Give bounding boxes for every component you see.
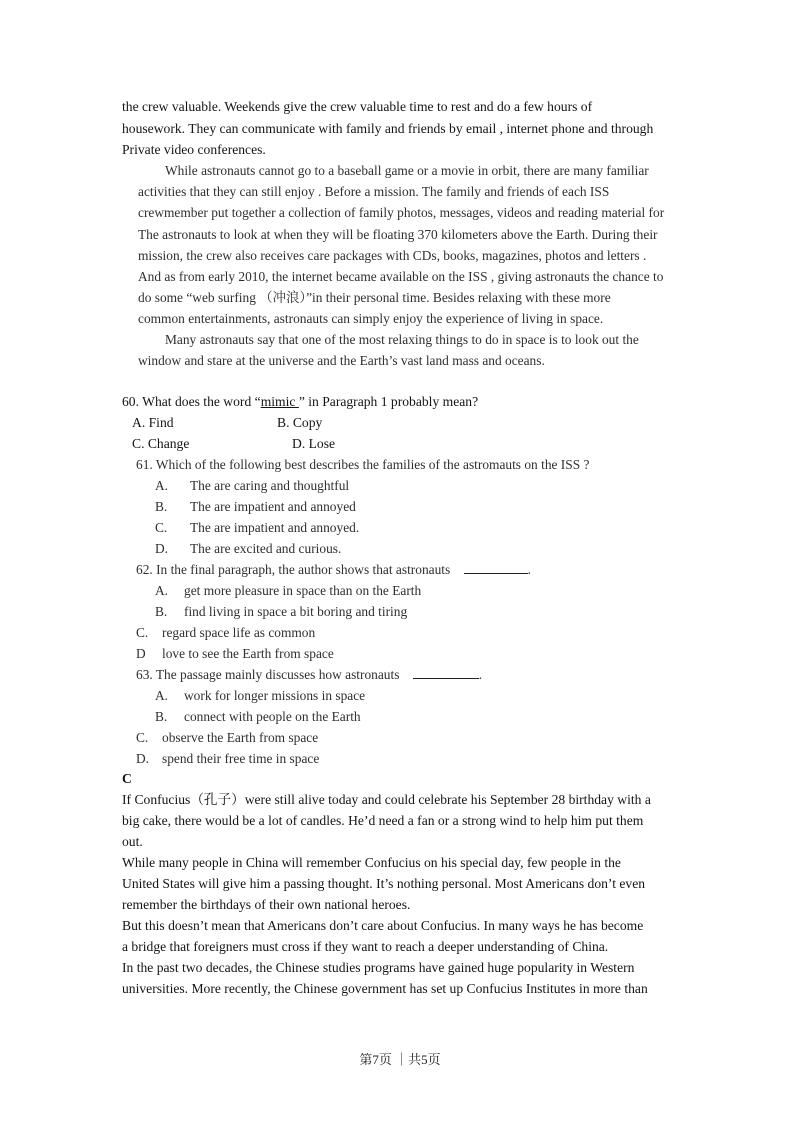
- option-letter: D.: [136, 751, 150, 766]
- option-letter: A.: [155, 478, 169, 493]
- question-63-end: .: [478, 667, 483, 682]
- section-c-line: universities. More recently, the Chinese government has set up Confucius Institutes in more than: [122, 981, 648, 996]
- question-63-stem: [136, 666, 482, 684]
- passage-line: do some “web surfing （冲浪）”in their personal time. Besides relaxing with these more: [138, 290, 611, 305]
- option-text: regard space life as common: [162, 625, 316, 640]
- section-c-line: out.: [122, 834, 143, 849]
- question-62-option-d: [136, 645, 334, 663]
- question-60-word: mimic: [260, 394, 299, 409]
- option-text: get more pleasure in space than on the Earth: [184, 583, 422, 598]
- option-letter: A.: [155, 583, 169, 598]
- page-number-footer: 第7页 ｜共5页: [359, 1052, 441, 1067]
- question-62-text: 62. In the final paragraph, the author shows that astronauts: [136, 562, 451, 577]
- question-63-option-a: [155, 687, 366, 705]
- question-61-stem: 61. Which of the following best describes the families of the astromauts on the ISS ?: [136, 457, 590, 472]
- option-letter: A.: [155, 688, 169, 703]
- passage-line: common entertainments, astronauts can simply enjoy the experience of living in space.: [138, 311, 604, 326]
- answer-blank: [413, 666, 479, 679]
- question-62-option-b: [155, 603, 408, 621]
- passage-line: While astronauts cannot go to a baseball game or a movie in orbit, there are many familiar: [165, 163, 649, 178]
- question-61-option-b: [155, 498, 356, 516]
- option-letter: B.: [155, 499, 168, 514]
- option-text: The are caring and thoughtful: [190, 478, 350, 493]
- section-c-heading: C: [122, 771, 132, 786]
- intro-line: housework. They can communicate with family and friends by email , internet phone and through: [122, 121, 654, 136]
- section-c-line: In the past two decades, the Chinese studies programs have gained huge popularity in Western: [122, 960, 635, 975]
- option-text: find living in space a bit boring and tiring: [184, 604, 408, 619]
- passage-line: crewmember put together a collection of family photos, messages, videos and reading material for: [138, 205, 665, 220]
- question-60-option-c: C. Change: [132, 436, 190, 451]
- option-text: The are impatient and annoyed: [190, 499, 356, 514]
- question-62-option-c: [136, 624, 316, 642]
- option-letter: C.: [136, 625, 149, 640]
- option-letter: D: [136, 646, 146, 661]
- section-c-line: United States will give him a passing thought. It’s nothing personal. Most Americans don’t even: [122, 876, 646, 891]
- answer-blank: [464, 561, 528, 574]
- section-c-line: If Confucius（孔子）were still alive today and could celebrate his September 28 birthday with a: [122, 792, 651, 807]
- question-60-option-b: B. Copy: [277, 415, 323, 430]
- option-text: spend their free time in space: [162, 751, 320, 766]
- intro-line: Private video conferences.: [122, 142, 266, 157]
- question-62-option-a: [155, 582, 422, 600]
- option-text: The are impatient and annoyed.: [190, 520, 360, 535]
- passage-line: The astronauts to look at when they will be floating 370 kilometers above the Earth. During their: [138, 227, 658, 242]
- question-62-end: .: [527, 562, 531, 577]
- section-c-line: But this doesn’t mean that Americans don’t care about Confucius. In many ways he has become: [122, 918, 644, 933]
- question-61-option-d: [155, 540, 342, 558]
- question-60-option-d: D. Lose: [292, 436, 336, 451]
- question-60-prefix: 60. What does the word “: [122, 394, 261, 409]
- question-60-option-a: A. Find: [132, 415, 174, 430]
- option-text: connect with people on the Earth: [184, 709, 361, 724]
- passage-line: window and stare at the universe and the Earth’s vast land mass and oceans.: [138, 353, 545, 368]
- question-63-text: 63. The passage mainly discusses how astronauts: [136, 667, 400, 682]
- option-text: work for longer missions in space: [184, 688, 366, 703]
- option-letter: B.: [155, 604, 168, 619]
- passage-line: mission, the crew also receives care packages with CDs, books, magazines, photos and letters .: [138, 248, 647, 263]
- passage-line: activities that they can still enjoy . Before a mission. The family and friends of each ISS: [138, 184, 610, 199]
- section-c-line: a bridge that foreigners must cross if they want to reach a deeper understanding of China.: [122, 939, 609, 954]
- option-text: love to see the Earth from space: [162, 646, 334, 661]
- option-text: observe the Earth from space: [162, 730, 319, 745]
- option-letter: B.: [155, 709, 168, 724]
- question-63-option-c: [136, 729, 319, 747]
- option-text: The are excited and curious.: [190, 541, 342, 556]
- question-60-suffix: ” in Paragraph 1 probably mean?: [298, 394, 479, 409]
- section-c-line: big cake, there would be a lot of candles. He’d need a fan or a strong wind to help him put them: [122, 813, 644, 828]
- intro-line: the crew valuable. Weekends give the crew valuable time to rest and do a few hours of: [122, 99, 593, 114]
- option-letter: D.: [155, 541, 169, 556]
- question-62-stem: [136, 561, 531, 579]
- section-c-line: While many people in China will remember Confucius on his special day, few people in the: [122, 855, 621, 870]
- option-letter: C.: [155, 520, 168, 535]
- question-61-option-a: [155, 477, 350, 495]
- section-c-line: remember the birthdays of their own national heroes.: [122, 897, 411, 912]
- question-60-stem: [122, 393, 478, 411]
- question-63-option-b: [155, 708, 361, 726]
- option-letter: C.: [136, 730, 149, 745]
- passage-line: Many astronauts say that one of the most relaxing things to do in space is to look out the: [165, 332, 639, 347]
- question-61-option-c: [155, 519, 360, 537]
- passage-line: And as from early 2010, the internet became available on the ISS , giving astronauts the chance to: [138, 269, 664, 284]
- question-63-option-d: [136, 750, 320, 768]
